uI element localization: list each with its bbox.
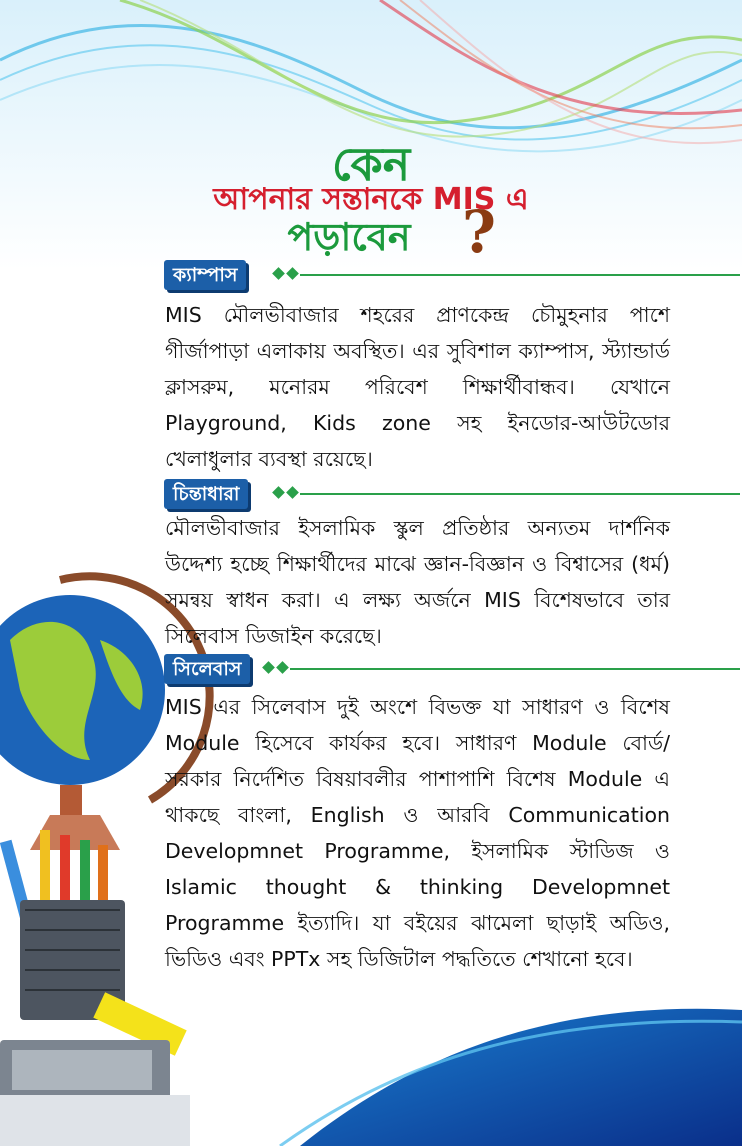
section-text-campus: MIS মৌলভীবাজার শহরের প্রাণকেন্দ্র চৌমুহনার পাশে গীর্জাপাড়া এলাকায় অবস্থিত। এর সুবিশাল ক্যাম্পাস, স্ট্যান্ডার্ড ক্লাসরুম, মনোরম পরিবেশ শিক্ষার্থীবান্ধব। যেখানে Playground, Kids zone সহ ইনডোর-আউটডোর খেলাধুলার ব্যবস্থা রয়েছে। — [165, 303, 670, 471]
section-divider — [290, 668, 740, 670]
title-line-1: কেন — [331, 137, 411, 191]
section-divider — [300, 274, 740, 276]
title-line-2: আপনার সন্তানকে MIS এ — [213, 182, 529, 217]
question-mark: ? — [462, 198, 496, 266]
section-label-syllabus: সিলেবাস — [164, 654, 250, 684]
section-label-philosophy: চিন্তাধারা — [164, 479, 248, 509]
section-text-syllabus: MIS এর সিলেবাস দুই অংশে বিভক্ত যা সাধারণ ও বিশেষ Module হিসেবে কার্যকর হবে। সাধারণ Module বোর্ড/সরকার নির্দেশিত বিষয়াবলীর পাশাপাশি বিশেষ Module এ থাকছে বাংলা, English ও আরবি Communication Developmnet Programme, ইসলামিক স্টাডিজ ও Islamic thought & thinking Developmnet Programme ইত্যাদি। যা বইয়ের ঝামেলা ছাড়াই অডিও, ভিডিও এবং PPTx সহ ডিজিটাল পদ্ধতিতে শেখানো হবে। — [165, 695, 670, 971]
section-text-philosophy: মৌলভীবাজার ইসলামিক স্কুল প্রতিষ্ঠার অন্যতম দার্শনিক উদ্দেশ্য হচ্ছে শিক্ষার্থীদের মাঝে জ্ঞান-বিজ্ঞান ও বিশ্বাসের (ধর্ম) সমন্বয় স্বাধন করা। এ লক্ষ্য অর্জনে MIS বিশেষভাবে তার সিলেবাস ডিজাইন করেছে। — [165, 516, 670, 648]
pencil-cup-illustration — [0, 830, 190, 1146]
section-label-campus: ক্যাম্পাস — [164, 260, 246, 290]
title-line-3: পড়াবেন — [287, 215, 411, 259]
section-divider — [300, 493, 740, 495]
